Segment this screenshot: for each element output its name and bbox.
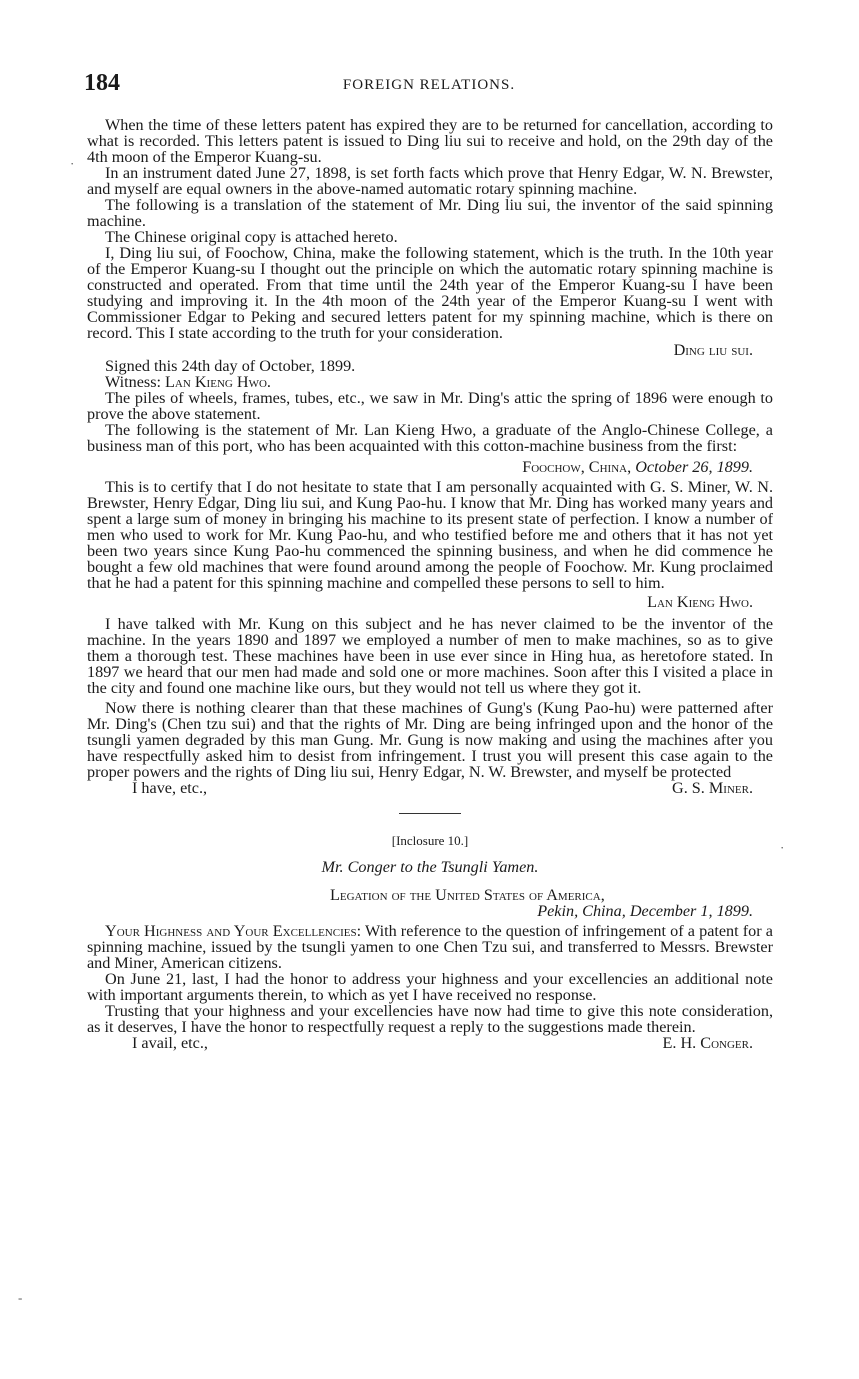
legation-place-date: Pekin, China, December 1, 1899.: [537, 902, 753, 920]
signature-ding: Ding liu sui.: [673, 341, 753, 359]
closing-phrase: I have, etc.,: [132, 779, 208, 797]
closing-phrase: I avail, etc.,: [132, 1034, 208, 1052]
dateline-place: Foochow, China,: [522, 458, 632, 476]
paragraph: This is to certify that I do not hesitate to state that I am personally acquainted with G. S. Miner, W. N. Brewster, Henry Edgar, Ding liu sui, and Kung Pao-hu. I know that Mr. Ding has worked many years and spent a large sum of money in bringing his machine to its present state of perfection. I know a number of men who used to work for Mr. Kung Pao-hu, and who testified before me and others that it has not yet been two years since Kung Pao-hu commenced the spinning business, and when he did commence he bought a few old machines that were found around among the people of Foochow. Mr. Kung proclaimed that he had a patent for this spinning machine and compelled these persons to sell to him.: [87, 478, 773, 592]
witness-line: [87, 374, 773, 390]
paragraph: When the time of these letters patent has expired they are to be returned for cancellation, according to what is recorded. This letters patent is issued to Ding liu sui to receive and hold, on the 29th day of the 4th moon of the Emperor Kuang-su.: [87, 116, 773, 166]
paragraph: The Chinese original copy is attached hereto.: [105, 228, 398, 246]
page-number: 184: [84, 70, 120, 96]
paragraph: On June 21, last, I had the honor to address your highness and your excellencies an additional note with important arguments therein, to which as yet I have received no response.: [87, 970, 773, 1004]
body-text: [87, 117, 773, 1051]
paragraph: I, Ding liu sui, of Foochow, China, make the following statement, which is the truth. In the 10th year of the Emperor Kuang-su I thought out the principle on which the automatic rotary spinning machine is constructed and operated. From that time until the 24th year of the Emperor Kuang-su I have been studying and improving it. In the 4th moon of the 24th year of the Emperor Kuang-su I went with Commissioner Edgar to Peking and secured letters patent for my spinning machine, which is there on record. This I state according to the truth for your consideration.: [87, 244, 773, 342]
scan-speck: ·: [780, 840, 785, 855]
paragraph: In an instrument dated June 27, 1898, is set forth facts which prove that Henry Edgar, W. N. Brewster, and myself are equal owners in the above-named automatic rotary spinning machine.: [87, 164, 773, 198]
section-divider: [399, 813, 461, 814]
legation-heading: Legation of the United States of America,: [330, 886, 605, 904]
closing-conger: [87, 1035, 773, 1051]
paragraph: Trusting that your highness and your excellencies have now had time to give this note consideration, as it deserves, I have the honor to respectfully request a reply to the suggestions made therein.: [87, 1002, 773, 1036]
paragraph: Now there is nothing clearer than that these machines of Gung's (Kung Pao-hu) were patterned after Mr. Ding's (Chen tzu sui) and that the rights of Mr. Ding are being infringed upon and the honor of the tsungli yamen degraded by this man Gung. Mr. Gung is now making and using the machines after you have respectfully asked him to desist from infringement. I trust you will present this case again to the proper powers and the rights of Ding liu sui, Henry Edgar, N. W. Brewster, and myself be protected: [87, 699, 773, 781]
salutation: Your Highness and Your Excellencies:: [105, 922, 362, 940]
page-header: [84, 70, 774, 100]
paragraph: [87, 923, 773, 971]
dateline: [87, 459, 773, 475]
paragraph: I have talked with Mr. Kung on this subject and he has never claimed to be the inventor of the machine. In the years 1890 and 1897 we employed a number of men to make machines, so as to give them a thorough test. These machines have been in use ever since in Hing hua, as heretofore stated. In 1897 we heard that our men had made and sold one or more machines. Soon after this I visited a place in the city and found one machine like ours, but they would not tell us where they got it.: [87, 615, 773, 697]
paragraph: Signed this 24th day of October, 1899.: [105, 357, 356, 375]
paragraph: The piles of wheels, frames, tubes, etc., we saw in Mr. Ding's attic the spring of 1896 were enough to prove the above statement.: [87, 389, 773, 423]
witness-name: Lan Kieng Hwo.: [165, 373, 271, 391]
paragraph: The following is a translation of the statement of Mr. Ding liu sui, the inventor of the said spinning machine.: [87, 196, 773, 230]
closing-miner: [87, 780, 773, 796]
signature-miner: G. S. Miner.: [672, 779, 753, 797]
signature-lan: Lan Kieng Hwo.: [647, 593, 753, 611]
salutation-rest: With reference to the question of infringement of a patent for a spinning machine, issued by the tsungli yamen to one Chen Tzu sui, and transferred to Messrs. Brewster and Miner, American citizens.: [87, 922, 773, 972]
dateline-date: October 26, 1899.: [635, 458, 753, 476]
inclosure-label: [Inclosure 10.]: [391, 833, 469, 848]
running-title: FOREIGN RELATIONS.: [342, 77, 516, 93]
scan-speck: -: [18, 1290, 23, 1305]
signature-conger: E. H. Conger.: [662, 1034, 753, 1052]
paragraph: The following is the statement of Mr. Lan Kieng Hwo, a graduate of the Anglo-Chinese College, a business man of this port, who has been acquainted with this cotton-machine business from the first:: [87, 421, 773, 455]
scan-speck: ·: [70, 156, 75, 171]
witness-prefix: Witness:: [105, 373, 166, 391]
inclosure-title: Mr. Conger to the Tsungli Yamen.: [321, 858, 539, 876]
